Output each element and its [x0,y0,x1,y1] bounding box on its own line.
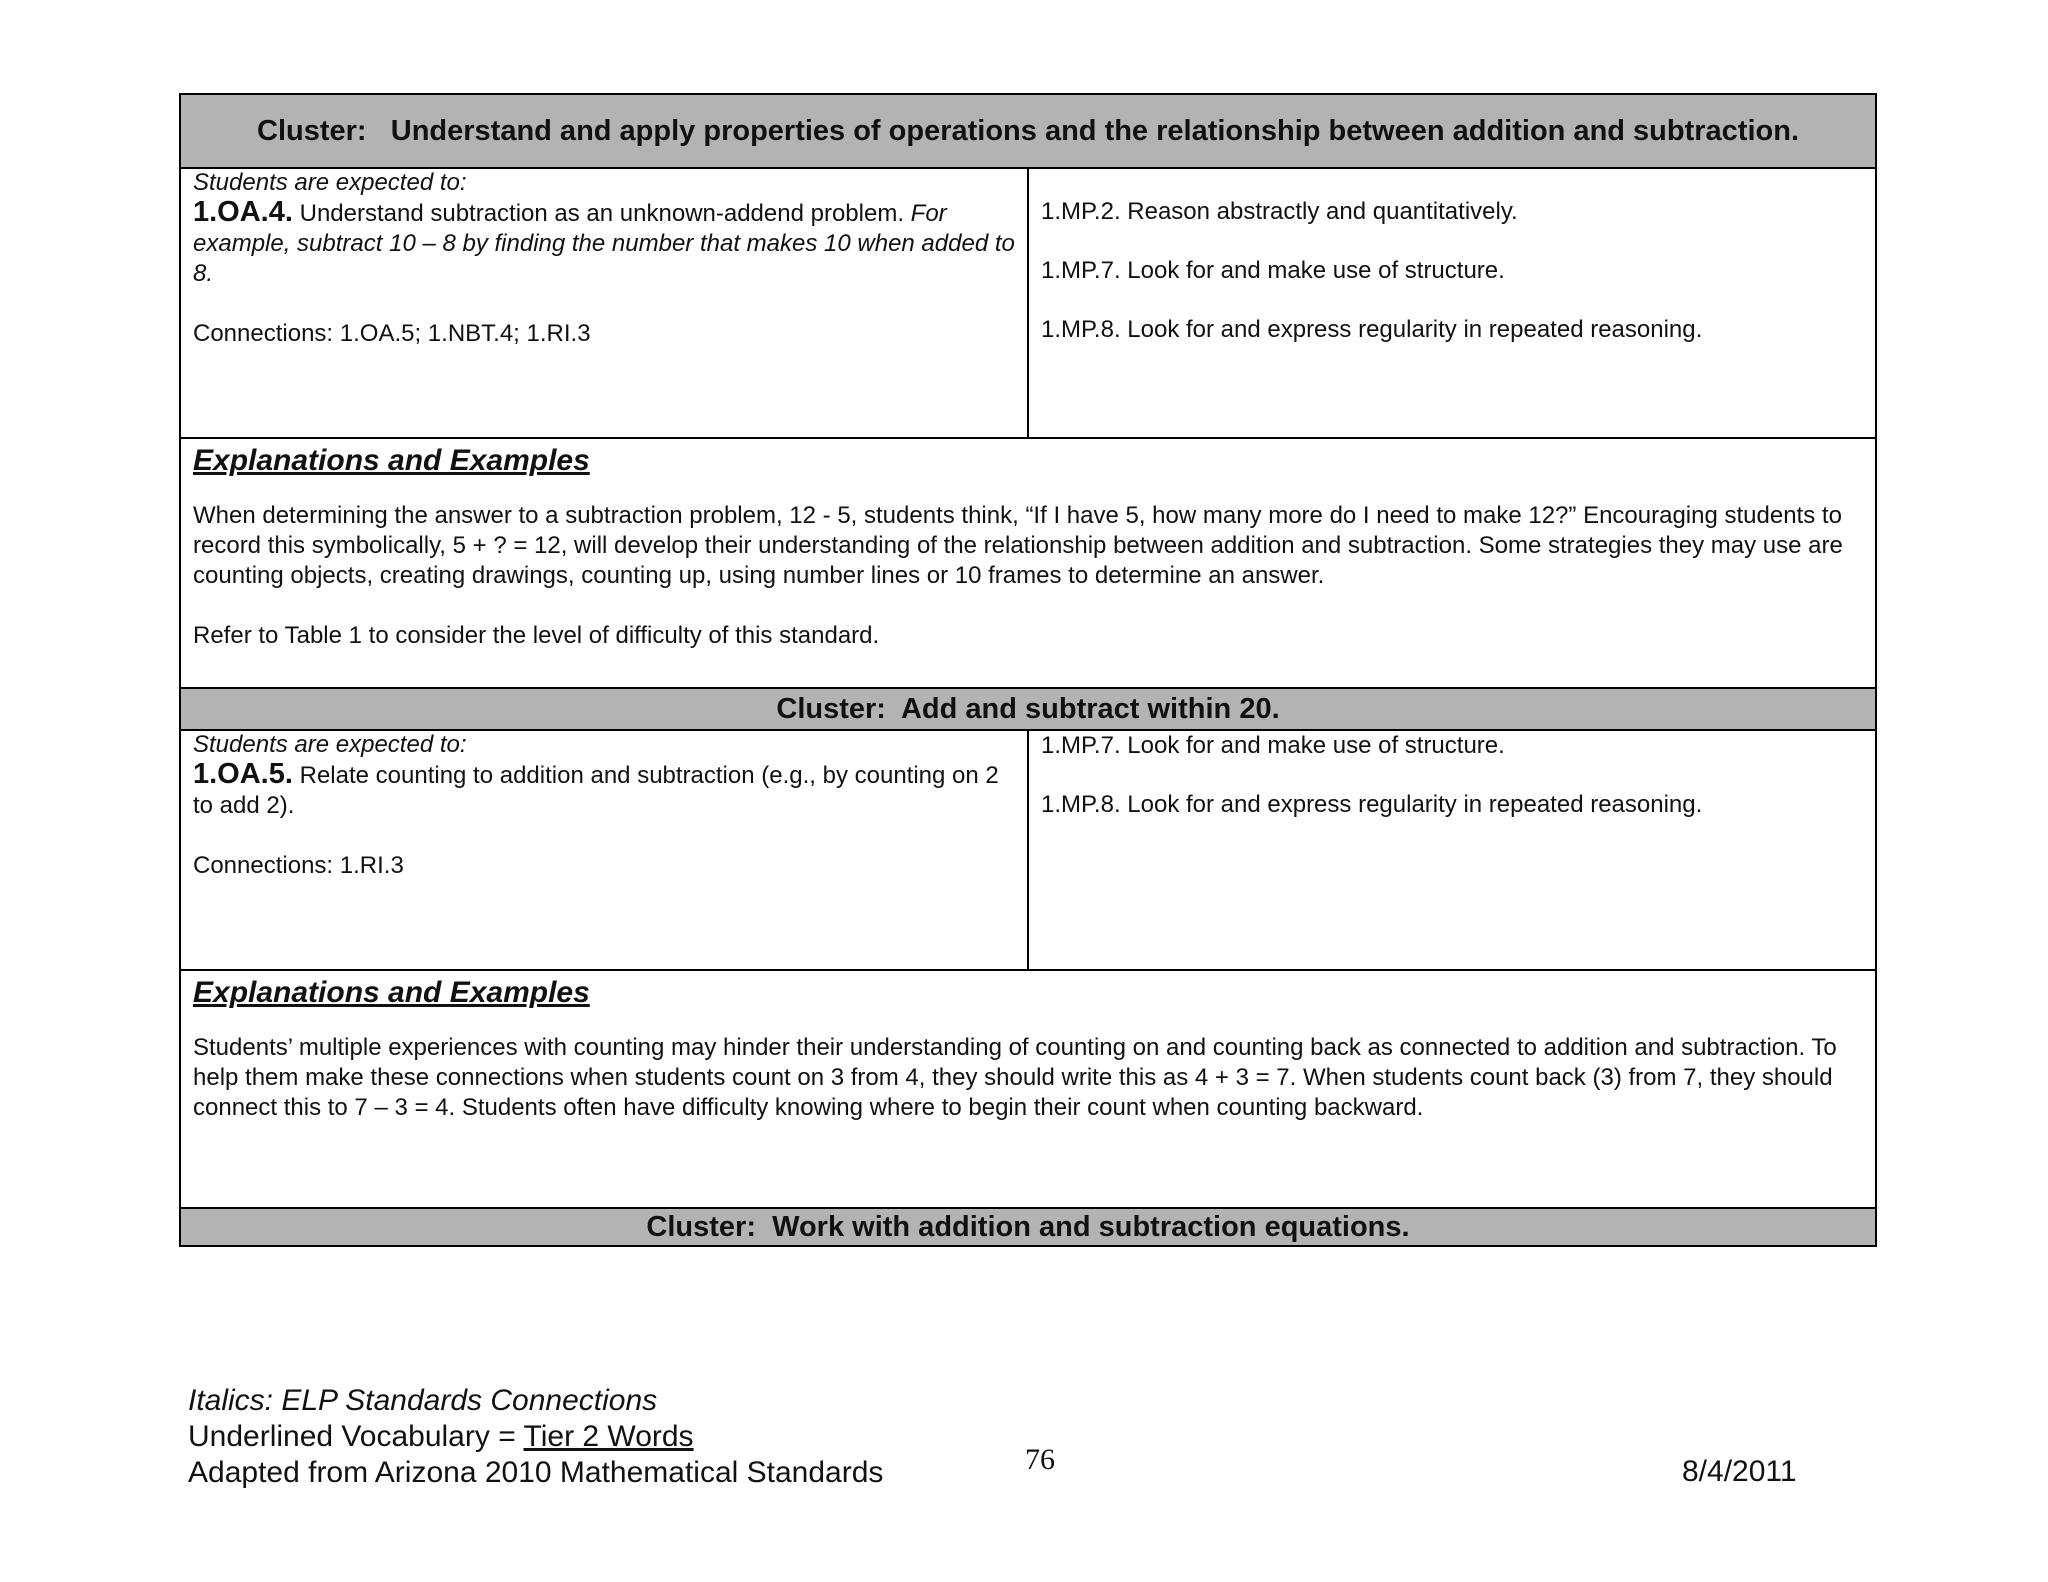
standard-text: Relate counting to addition and subtraction (e.g., by counting on 2 to add 2). [193,762,999,819]
legend-italics: Italics: ELP Standards Connections [188,1384,658,1417]
standard-cell-1oa5 [180,730,1028,970]
practice-item: 1.MP.8. Look for and express regularity in repeated reasoning. [1041,791,1703,818]
standard-text: Understand subtraction as an unknown-addend problem. [292,200,911,227]
footer-date: 8/4/2011 [1682,1455,1797,1488]
source-note: Adapted from Arizona 2010 Mathematical Standards [188,1456,884,1489]
cluster-header-3 [180,1208,1876,1246]
practice-item: 1.MP.8. Look for and express regularity in repeated reasoning. [1041,316,1703,343]
standard-example: For example, subtract 10 – 8 by finding the number that makes 10 when added to 8. [193,200,1015,287]
students-expected-label: Students are expected to: [193,731,467,758]
legend-underline-term: Tier 2 Words [523,1420,694,1453]
practice-item: 1.MP.7. Look for and make use of structure. [1041,257,1505,284]
standard-code: 1.OA.5. [193,758,293,790]
cluster-label: Cluster: [646,1211,773,1243]
standard-statement [193,759,1015,821]
explanation-paragraph: When determining the answer to a subtraction problem, 12 - 5, students think, “If I have 5, how many more do I need to make 12?” Encouraging students to record this symbolically, 5 + ? = 12, will develop their understanding of the relationship between addition and subtraction. Some strategies they may use are counting objects, creating drawings, counting up, using number lines or 10 frames to determine an answer. [193,502,1843,589]
legend-underline [188,1419,883,1455]
explanation-paragraph: Students’ multiple experiences with counting may hinder their understanding of counting on and counting back as connected to addition and subtraction. To help them make these connections when students count on 3 from 4, they should write this as 4 + 3 = 7. When students count back (3) from 7, they should connect this to 7 – 3 = 4. Students often have difficulty knowing where to begin their count when counting backward. [193,1034,1837,1121]
cluster-title: Add and subtract within 20. [900,693,1280,725]
cluster-title: Work with addition and subtraction equations. [772,1211,1410,1243]
footer-legend [188,1383,883,1491]
cluster-label: Cluster: [257,115,391,147]
connections-text: Connections: 1.RI.3 [193,852,404,879]
standard-cell-1oa4 [180,168,1028,438]
students-expected-label: Students are expected to: [193,169,467,196]
cluster-header-1 [180,94,1876,168]
cluster-title: Understand and apply properties of operations and the relationship between addition and subtraction. [390,115,1800,147]
standard-statement [193,197,1015,289]
standard-code: 1.OA.4. [193,196,293,228]
connections-text: Connections: 1.OA.5; 1.NBT.4; 1.RI.3 [193,320,591,347]
standards-table [179,93,1877,1247]
explanations-cell-1 [180,438,1876,688]
cluster-header-2 [180,688,1876,730]
practice-item: 1.MP.2. Reason abstractly and quantitatively. [1041,198,1518,225]
legend-underline-prefix: Underlined Vocabulary = [188,1420,524,1453]
explanations-heading: Explanations and Examples [193,444,590,477]
explanation-paragraph: Refer to Table 1 to consider the level of difficulty of this standard. [193,622,880,649]
practices-cell-1 [1028,168,1876,438]
page-number: 76 [1025,1443,1055,1476]
cluster-label: Cluster: [776,693,901,725]
explanations-heading: Explanations and Examples [193,976,590,1009]
practice-item: 1.MP.7. Look for and make use of structure. [1041,732,1505,759]
practices-cell-2 [1028,730,1876,970]
explanations-cell-2 [180,970,1876,1208]
